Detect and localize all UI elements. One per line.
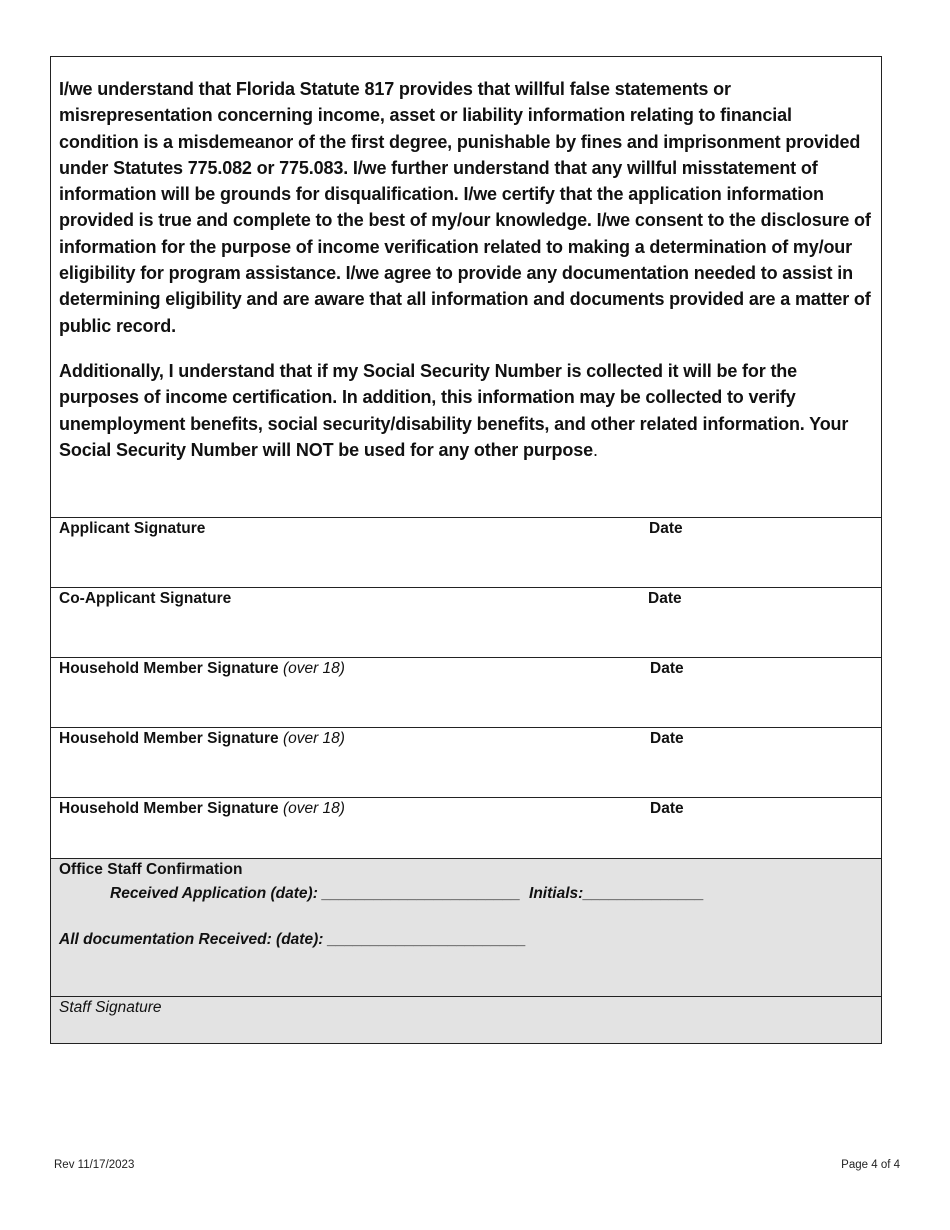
household-member-2-signature-row[interactable] [51, 728, 881, 798]
signature-form [50, 56, 882, 1044]
office-staff-confirmation [51, 859, 881, 997]
documentation-received-line[interactable]: All documentation Received: (date): _______________________ [59, 931, 526, 948]
office-staff-title: Office Staff Confirmation [59, 861, 243, 878]
household-member-3-signature-row[interactable] [51, 798, 881, 859]
staff-signature-row[interactable] [51, 997, 881, 1043]
received-application-line[interactable]: Received Application (date): _______________________ Initials:______________ [110, 885, 704, 902]
household-member-3-signature-label: Household Member Signature (over 18) [59, 800, 345, 817]
applicant-signature-row[interactable] [51, 518, 881, 588]
certification-statement [51, 57, 881, 518]
co-applicant-signature-label: Co-Applicant Signature [59, 590, 232, 607]
staff-signature-label: Staff Signature [59, 999, 162, 1016]
co-applicant-signature-row[interactable] [51, 588, 881, 658]
household-member-3-date-label: Date [650, 800, 684, 817]
applicant-signature-label: Applicant Signature [59, 520, 206, 537]
page-number: Page 4 of 4 [841, 1159, 900, 1171]
household-member-1-date-label: Date [650, 660, 684, 677]
co-applicant-date-label: Date [648, 590, 682, 607]
ssn-paragraph-text: Additionally, I understand that if my Social Security Number is collected it will be for the purposes of income certification. In addition, this information may be collected to verify unemployment benefits, social security/disability benefits, and other related information. Your Social Security Number will NOT be used for any other purpose [59, 360, 849, 460]
certification-paragraph-1: I/we understand that Florida Statute 817 provides that willful false statements or misrepresentation concerning income, asset or liability information relating to financial condition is a misdemeanor of the first degree, punishable by fines and imprisonment provided under Statutes 775.082 or 775.083. I/we further understand that any willful misstatement of information will be grounds for disqualification. I/we certify that the application information provided is true and complete to the best of my/our knowledge. I/we consent to the disclosure of information for the purpose of income verification related to making a determination of my/our eligibility for program assistance. I/we agree to provide any documentation needed to assist in determining eligibility and are aware that all information and documents provided are a matter of public record. [59, 79, 871, 336]
revision-date: Rev 11/17/2023 [54, 1159, 135, 1171]
household-member-2-date-label: Date [650, 730, 684, 747]
household-member-2-signature-label: Household Member Signature (over 18) [59, 730, 345, 747]
ssn-paragraph-period: . [592, 439, 598, 460]
household-member-1-signature-label: Household Member Signature (over 18) [59, 660, 345, 677]
applicant-date-label: Date [649, 520, 683, 537]
household-member-1-signature-row[interactable] [51, 658, 881, 728]
certification-paragraph-2 [59, 358, 873, 463]
